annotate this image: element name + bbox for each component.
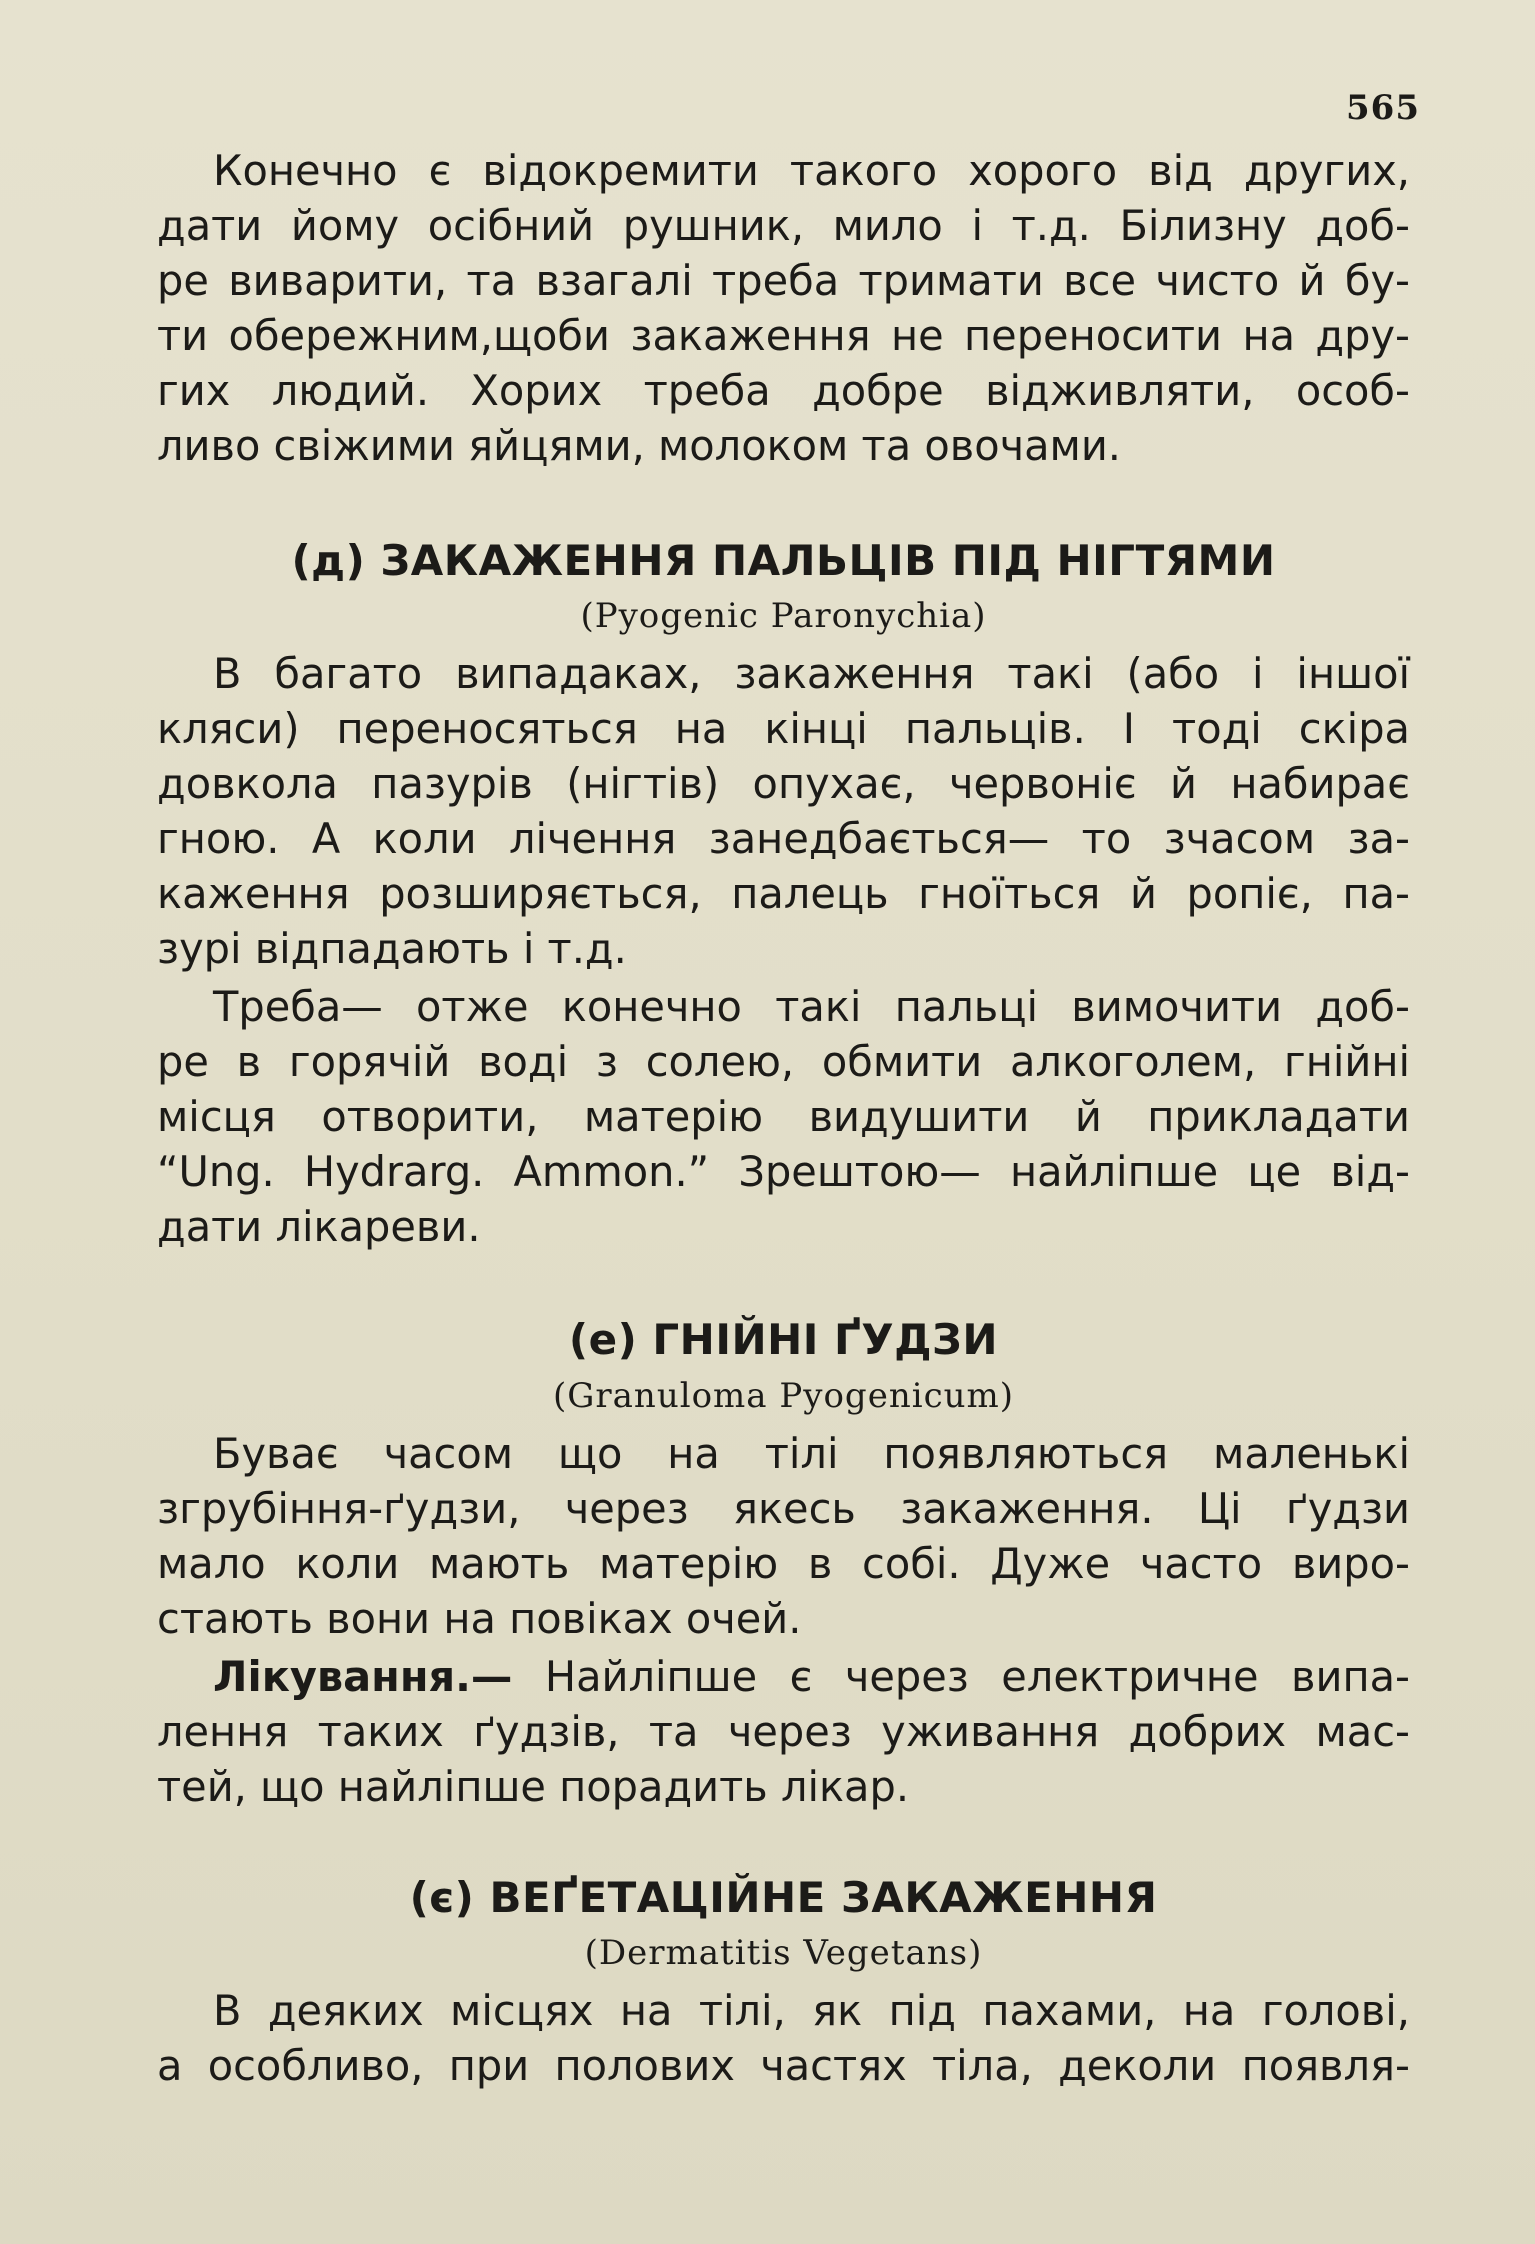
text-line: дати йому осібний рушник, мило і т.д. Білизну доб- [157,201,1410,250]
text-line: каження розширяється, палець гноїться й ропіє, па- [157,869,1410,918]
text-line [213,1649,1410,1705]
section-latin-ye: (Dermatitis Vegetans) [584,1933,983,1973]
page-number: 565 [1346,88,1420,128]
treatment-text: Найліпше є через електричне випа- [512,1652,1410,1701]
text-line: Треба— отже конечно такі пальці вимочити доб- [213,982,1410,1031]
text-line: ливо свіжими яйцями, молоком та овочами. [157,421,1122,470]
text-line: В деяких місцях на тілі, як під пахами, на голові, [213,1986,1410,2035]
text-line: гною. А коли лічення занедбається— то зчасом за- [157,814,1410,863]
text-line: дати лікареви. [157,1202,481,1251]
text-line: Конечно є відокремити такого хорого від других, [213,146,1410,195]
text-line: місця отворити, матерію видушити й прикладати [157,1092,1410,1141]
treatment-label: Лікування.— [213,1652,513,1701]
text-line: гих людий. Хорих треба добре відживляти, особ- [157,366,1410,415]
text-line: довкола пазурів (нігтів) опухає, червоніє й набирає [157,759,1410,808]
text-line: ти обережним,щоби закаження не переносити на дру- [157,311,1410,360]
text-line: кляси) переносяться на кінці пальців. І тоді скіра [157,704,1410,753]
text-line: мало коли мають матерію в собі. Дуже часто виро- [157,1539,1410,1588]
text-line: лення таких ґудзів, та через уживання добрих мас- [157,1707,1410,1756]
text-line: тей, що найліпше порадить лікар. [157,1762,910,1811]
text-line: “Ung. Hydrarg. Ammon.” Зрештою— найліпше це від- [157,1147,1410,1196]
text-line: Буває часом що на тілі появляються маленькі [213,1429,1410,1478]
text-line: а особливо, при полових частях тіла, деколи появля- [157,2041,1410,2090]
text-line: зурі відпадають і т.д. [157,924,627,973]
section-heading-ye: (є) ВЕҐЕТАЦІЙНЕ ЗАКАЖЕННЯ [409,1873,1158,1922]
section-latin-d: (Pyogenic Paronychia) [580,596,987,636]
text-line: стають вони на повіках очей. [157,1594,802,1643]
text-line: ре в горячій воді з солею, обмити алкоголем, гнійні [157,1037,1410,1086]
section-heading-e: (е) ГНІЙНІ ҐУДЗИ [568,1315,999,1364]
text-line: ре виварити, та взагалі треба тримати все чисто й бу- [157,256,1410,305]
text-line: В багато випадаках, закаження такі (або і іншої [213,649,1410,698]
section-heading-d: (д) ЗАКАЖЕННЯ ПАЛЬЦІВ ПІД НІГТЯМИ [291,536,1276,585]
text-line: згрубіння-ґудзи, через якесь закаження. Ці ґудзи [157,1484,1410,1533]
section-latin-e: (Granuloma Pyogenicum) [552,1376,1015,1416]
